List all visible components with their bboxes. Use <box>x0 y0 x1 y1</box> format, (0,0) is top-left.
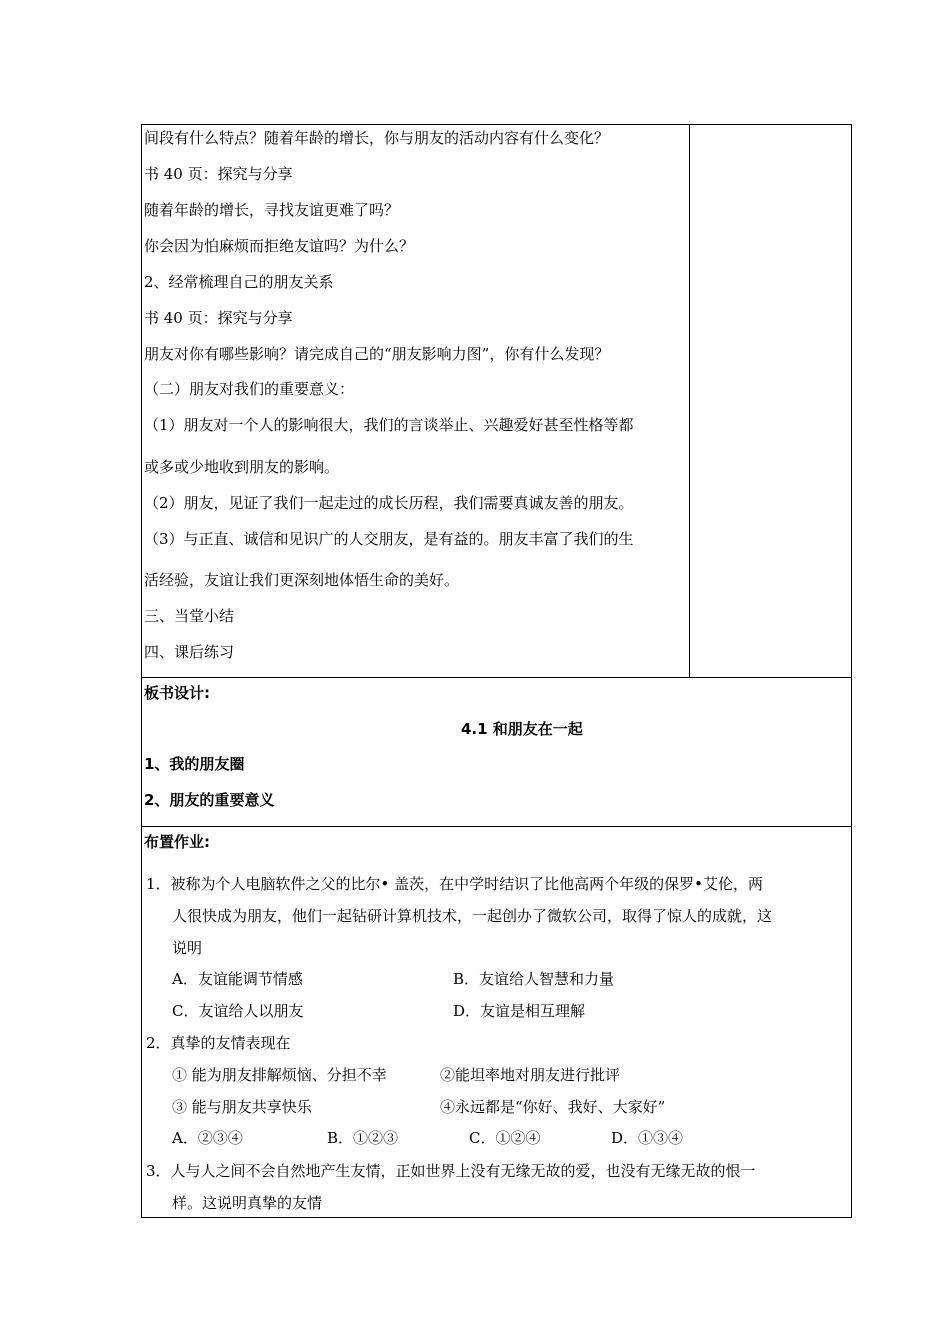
board-heading: 板书设计: <box>144 684 210 702</box>
table-border-top <box>141 124 852 125</box>
lesson-line: （二）朋友对我们的重要意义： <box>144 380 355 398</box>
question-1-option-b: B．友谊给人智慧和力量 <box>453 970 615 988</box>
question-3-stem: 样。这说明真挚的友情 <box>172 1194 323 1212</box>
row-divider-board <box>141 677 852 678</box>
lesson-line: （1）朋友对一个人的影响很大，我们的言谈举止、兴趣爱好甚至性格等都 <box>144 416 634 434</box>
lesson-line: 你会因为怕麻烦而拒绝友谊吗？为什么？ <box>144 237 415 255</box>
lesson-line: 活经验，友谊让我们更深刻地体悟生命的美好。 <box>144 571 460 589</box>
question-1-option-a: A．友谊能调节情感 <box>172 970 303 988</box>
table-border-left <box>141 124 142 1218</box>
table-border-right <box>851 124 852 1218</box>
question-1-stem: 1．被称为个人电脑软件之父的比尔• 盖茨，在中学时结识了比他高两个年级的保罗•艾伦，两 <box>146 875 764 893</box>
question-1-stem: 人很快成为朋友，他们一起钻研计算机技术，一起创办了微软公司，取得了惊人的成就，这 <box>172 907 773 925</box>
question-1-option-d: D．友谊是相互理解 <box>453 1002 586 1020</box>
question-1-option-c: C．友谊给人以朋友 <box>172 1002 304 1020</box>
lesson-line: 随着年龄的增长，寻找友谊更难了吗？ <box>144 201 400 219</box>
question-2-option-c: C．①②④ <box>469 1129 541 1147</box>
row-divider-homework <box>141 826 852 827</box>
question-3-stem: 3．人与人之间不会自然地产生友情，正如世界上没有无缘无故的爱，也没有无缘无故的恨一 <box>146 1162 756 1180</box>
homework-heading: 布置作业: <box>144 833 210 851</box>
lesson-line: （3）与正直、诚信和见识广的人交朋友，是有益的。朋友丰富了我们的生 <box>144 530 634 548</box>
board-point: 1、我的朋友圈 <box>144 755 245 773</box>
question-2-statement: ④永远都是“你好、我好、大家好” <box>440 1098 666 1116</box>
question-2-stem: 2．真挚的友情表现在 <box>146 1034 291 1052</box>
question-2-option-d: D．①③④ <box>611 1129 684 1147</box>
board-title: 4.1 和朋友在一起 <box>461 720 583 738</box>
question-2-option-b: B．①②③ <box>327 1129 399 1147</box>
lesson-line: 2、经常梳理自己的朋友关系 <box>144 273 334 291</box>
lesson-line: （2）朋友，见证了我们一起走过的成长历程，我们需要真诚友善的朋友。 <box>144 494 634 512</box>
board-point: 2、朋友的重要意义 <box>144 791 275 809</box>
lesson-line: 书 40 页：探究与分享 <box>144 309 293 327</box>
notes-column-divider <box>689 124 690 677</box>
question-2-statement: ① 能为朋友排解烦恼、分担不幸 <box>172 1066 387 1084</box>
question-1-stem: 说明 <box>172 939 203 957</box>
question-2-statement: ③ 能与朋友共享快乐 <box>172 1098 312 1116</box>
question-2-statement: ②能坦率地对朋友进行批评 <box>440 1066 621 1084</box>
lesson-line: 或多或少地收到朋友的影响。 <box>144 458 340 476</box>
lesson-line: 四、课后练习 <box>144 643 235 661</box>
lesson-line: 书 40 页：探究与分享 <box>144 165 293 183</box>
question-2-option-a: A．②③④ <box>172 1129 243 1147</box>
lesson-line: 朋友对你有哪些影响？请完成自己的“朋友影响力图”，你有什么发现？ <box>144 345 610 363</box>
table-border-bottom <box>141 1217 852 1218</box>
lesson-line: 间段有什么特点？随着年龄的增长，你与朋友的活动内容有什么变化？ <box>144 129 610 147</box>
lesson-line: 三、当堂小结 <box>144 607 235 625</box>
